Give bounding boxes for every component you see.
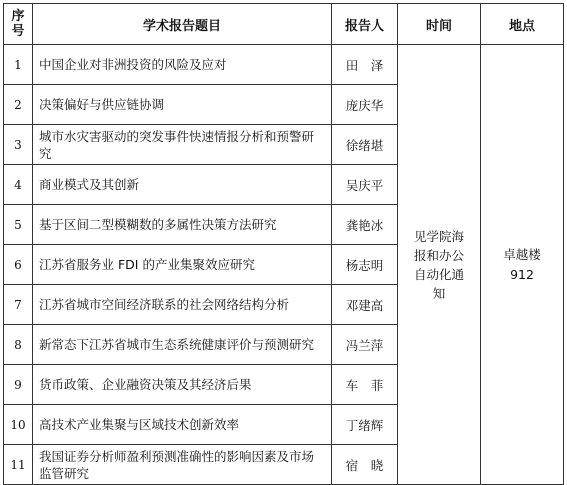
report-title: 城市水灾害驱动的突发事件快速情报分析和预警研究 xyxy=(33,125,332,165)
row-number: 3 xyxy=(4,125,33,165)
location-cell xyxy=(481,45,564,485)
report-title: 高技术产业集聚与区域技术创新效率 xyxy=(33,405,332,445)
row-number: 11 xyxy=(4,445,33,485)
location-building: 卓越楼 xyxy=(503,246,541,262)
row-number: 5 xyxy=(4,205,33,245)
report-title: 我国证券分析师盈利预测准确性的影响因素及市场监管研究 xyxy=(33,445,332,485)
header-seq-label: 序号 xyxy=(11,9,25,39)
header-speaker: 报告人 xyxy=(332,4,398,45)
lecture-schedule-table xyxy=(3,3,564,485)
time-note: 见学院海报和办公自动化通知 xyxy=(413,228,464,301)
header-title: 学术报告题目 xyxy=(33,4,332,45)
speaker-name: 龚艳冰 xyxy=(332,205,398,245)
row-number: 8 xyxy=(4,325,33,365)
row-number: 4 xyxy=(4,165,33,205)
report-title: 新常态下江苏省城市生态系统健康评价与预测研究 xyxy=(33,325,332,365)
table-wrapper xyxy=(3,3,564,485)
speaker-name: 丁绪辉 xyxy=(332,405,398,445)
speaker-name: 宿 晓 xyxy=(332,445,398,485)
report-title: 基于区间二型模糊数的多属性决策方法研究 xyxy=(33,205,332,245)
report-title: 商业模式及其创新 xyxy=(33,165,332,205)
speaker-name: 庞庆华 xyxy=(332,85,398,125)
report-title: 江苏省城市空间经济联系的社会网络结构分析 xyxy=(33,285,332,325)
table-row xyxy=(4,45,564,85)
row-number: 6 xyxy=(4,245,33,285)
location-room: 912 xyxy=(510,266,534,282)
row-number: 2 xyxy=(4,85,33,125)
row-number: 1 xyxy=(4,45,33,85)
speaker-name: 杨志明 xyxy=(332,245,398,285)
speaker-name: 车 菲 xyxy=(332,365,398,405)
speaker-name: 徐绪堪 xyxy=(332,125,398,165)
speaker-name: 吴庆平 xyxy=(332,165,398,205)
speaker-name: 邓建高 xyxy=(332,285,398,325)
header-location: 地点 xyxy=(481,4,564,45)
report-title: 货币政策、企业融资决策及其经济后果 xyxy=(33,365,332,405)
report-title: 决策偏好与供应链协调 xyxy=(33,85,332,125)
row-number: 9 xyxy=(4,365,33,405)
row-number: 10 xyxy=(4,405,33,445)
speaker-name: 冯兰萍 xyxy=(332,325,398,365)
time-cell xyxy=(398,45,481,485)
header-time: 时间 xyxy=(398,4,481,45)
header-row xyxy=(4,4,564,45)
report-title: 江苏省服务业 FDI 的产业集聚效应研究 xyxy=(33,245,332,285)
header-seq xyxy=(4,4,33,45)
row-number: 7 xyxy=(4,285,33,325)
report-title: 中国企业对非洲投资的风险及应对 xyxy=(33,45,332,85)
speaker-name: 田 泽 xyxy=(332,45,398,85)
